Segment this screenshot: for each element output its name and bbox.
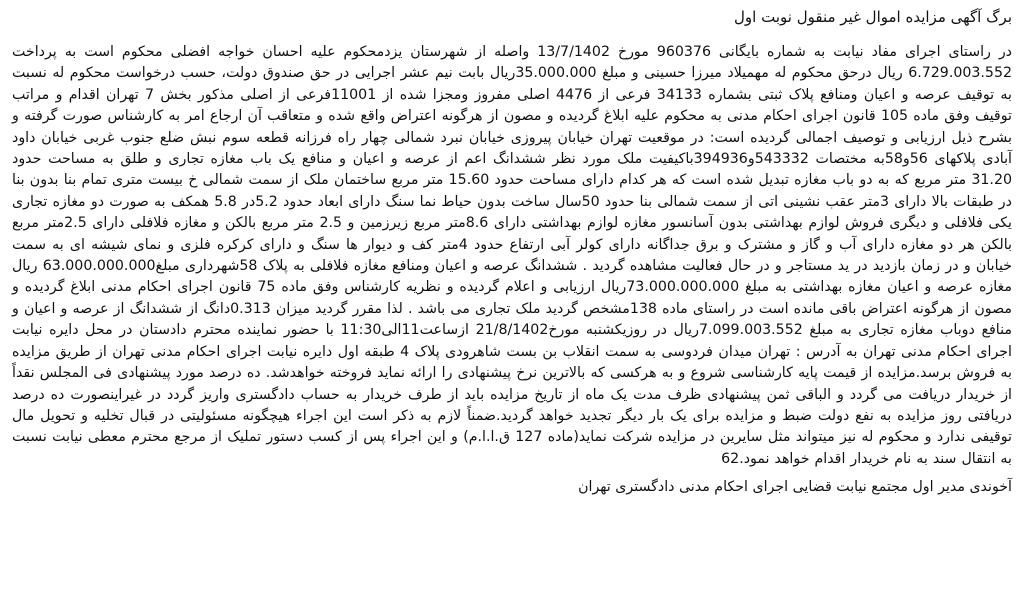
notice-signature: آخوندی مدیر اول مجتمع نیابت قضایی اجرای احکام مدنی دادگستری تهران xyxy=(578,479,1012,496)
notice-body: در راستای اجرای مفاد نیابت به شماره بایگانی 960376 مورخ 13/7/1402 واصله از شهرستان یزدمحکوم علیه احسان خواجه افضلی محکوم است به پرداخت 6.729.003.552 ریال درحق محکوم له مهمیلاد میرزا حسینی و مبلغ 35.000.000ریال بابت نیم عشر اجرایی در حق صندوق دولت، حسب درخواست محکوم له نسبت به توقیف عرصه و اعیان ومنافع پلاک ثبتی بشماره 34133 فرعی از 4476 اصلی مفروز ومجزا شده از 11001فرعی از اصلی مذکور بخش 7 تهران اقدام و مراتب توقیف وفق ماده 105 قانون اجرای احکام مدنی به محکوم علیه ابلاغ گردیده و مصون از هرگونه اعتراض واقع شده و متعاقب آن ارجاع امر به کارشناس صورت گرفته و بشرح ذیل ارزیابی و توصیف اجمالی گردیده است: در موقعیت تهران خیابان پیروزی خیابان نبرد شمالی چهار راه فرزانه قطعه سوم نبش ضلع جنوب غربی خیابان داود آبادی پلاکهای 56و58به مختصات 543332و394936باکیفیت ملک مورد نظر ششدانگ اعم از عرصه و اعیان و منافع یک باب مغازه تجاری و طلق به مساحت حدود 31.20 متر مربع که به دو باب مغازه تبدیل شده است که هر کدام دارای مساحت حدود 15.60 متر مربع ساختمان ملک از سمت شمالی خ بیست متری تمام بنا بدون بنا در طبقات بالا دارای 3متر عقب نشینی اتی از سمت شمالی بنا حدود 50سال ساخت بدون حیاط نما سنگ دارای ابعاد حدود 5.2در 5.8 همکف به صورت دو مغازه تجاری یکی فلافلی و دیگری فروش لوازم بهداشتی بدون آسانسور مغازه لوازم بهداشتی دارای 8.6متر مربع زیرزمین و 2.5 متر مربع بالکن و مغازه فلافلی دارای 2.5متر مربع بالکن هر دو مغازه دارای آب و گاز و مشترک و برق جداگانه دارای کولر آبی ارتفاع حدود 4متر کف و دیوار ها سنگ و دارای کرکره فلزی و نمای شیشه ای به سمت خیابان و در زمان بازدید در ید مستاجر و در حال فعالیت مشاهده گردید . ششدانگ عرصه و اعیان ومنافع مغازه فلافلی به پلاک 58شهرداری مبلغ63.000.000.000 ریال مغازه عرصه و اعیان مغازه بهداشتی به مبلغ 73.000.000.000ریال ارزیابی و اعلام گردیده و نظریه کارشناس وفق ماده 75 قانون اجرای احکام مدنی ابلاغ گردیده و مصون از هرگونه اعتراض باقی مانده است در راستای ماده 138مشخص گردید ملک تجاری می باشد . لذا مقرر گردید میزان 0.313دانگ از ششدانگ از عرصه و اعیان و منافع دوباب مغازه تجاری به مبلغ 7.099.003.552ریال در روزیکشنبه مورخ21/8/1402 ازساعت11الی11:30 با حضور نماینده محترم دادستان در محل دایره نیابت اجرای احکام مدنی تهران به آدرس : تهران میدان فردوسی به سمت انقلاب بن بست شاهرودی پلاک 4 طبقه اول دایره نیابت اجرای احکام مدنی تهران از طریق مزایده به فروش برسد.مزایده از قیمت پایه کارشناسی شروع و به هرکسی که بالاترین نرخ پیشنهادی را ارائه نماید فروخته خواهدشد. ده درصد مورد پیشنهادی فی المجلس نقداً از خریدار دریافت می گردد و الباقی ثمن پیشنهادی ظرف مدت یک ماه از تاریخ مزایده باید از طرف خریدار به حساب دادگستری واریز گردد در غیراینصورت ده درصد دریافتی روز مزایده به نفع دولت ضبط و مزایده برای یک بار دیگر تجدید خواهد گردید.ضمناً لازم به ذکر است این اجراء هیچگونه مسئولیتی در قبال تخلیه و تحویل مال توقیفی ندارد و محکوم له نیز میتواند مثل سایرین در مزایده شرکت نماید(ماده 127 ق.ا.ا.م) و این اجراء پس از کسب دستور تملیک از مرجع محترم معطی نیابت نسبت به انتقال سند به نام خریدار اقدام خواهد نمود.62 xyxy=(12,44,1013,467)
notice-title: برگ آگهی مزایده اموال غیر منقول نوبت اول xyxy=(734,8,1012,26)
